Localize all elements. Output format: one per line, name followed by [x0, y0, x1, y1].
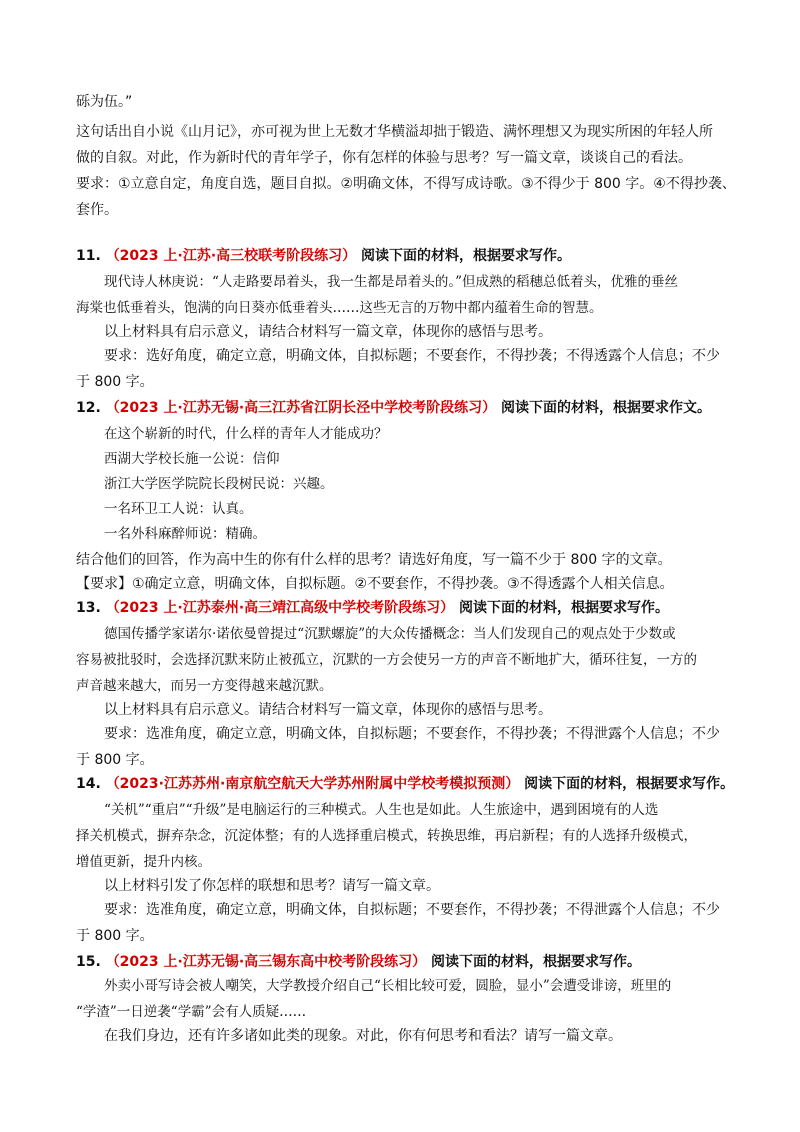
material-line: 一名外科麻醉师说：精确。 — [104, 526, 266, 542]
prompt-line: 以上材料具有启示意义。请结合材料写一篇文章，体现你的感悟与思考。 — [104, 702, 552, 718]
material-line: 外卖小哥写诗会被人嘲笑，大学教授介绍自己“长相比较可爱，圆脸，显小”会遭受诽谤，班里的 — [104, 978, 672, 994]
prompt-line: 以上材料引发了你怎样的联想和思考？请写一篇文章。 — [104, 878, 440, 894]
question-number: 15. — [76, 954, 101, 970]
prompt-line: 以上材料具有启示意义，请结合材料写一篇文章，体现你的感悟与思考。 — [104, 324, 552, 340]
requirement-line: 要求：选准角度，确定立意，明确文体，自拟标题；不要套作，不得抄袭；不得泄露个人信息；不少 — [104, 902, 720, 918]
prompt-line: 结合他们的回答，作为高中生的你有什么样的思考？请选好角度，写一篇不少于 800 字的文章。 — [76, 552, 672, 568]
material-line: 德国传播学家诺尔·诺依曼曾提过“沉默螺旋”的大众传播概念：当人们发现自己的观点处于少数或 — [104, 626, 676, 642]
material-line: “学渣”一日逆袭“学霸”会有人质疑…… — [76, 1004, 307, 1020]
requirement-line: 于 800 字。 — [76, 374, 154, 390]
question-heading-15 — [76, 952, 641, 972]
question-task: 阅读下面的材料，根据要求写作。 — [431, 954, 642, 970]
question-source: （2023 上·江苏无锡·高三锡东高中校考阶段练习） — [105, 954, 427, 970]
material-line: 浙江大学医学院院长段树民说：兴趣。 — [104, 476, 334, 492]
requirement-line: 要求：选好角度，确定立意，明确文体，自拟标题；不要套作，不得抄袭；不得透露个人信息；不少 — [104, 348, 720, 364]
question-number: 14. — [76, 776, 101, 792]
material-line: 声音越来越大，而另一方变得越来越沉默。 — [76, 678, 333, 694]
question-number: 13. — [76, 600, 101, 616]
question-task: 阅读下面的材料，根据要求写作。 — [524, 776, 735, 792]
requirement-line: 【要求】①确定立意，明确文体，自拟标题。②不要套作，不得抄袭。③不得透露个人相关信息。 — [76, 576, 674, 592]
question-source: （2023·江苏苏州·南京航空航天大学苏州附属中学校考模拟预测） — [105, 776, 520, 792]
question-task: 阅读下面的材料，根据要求写作。 — [459, 600, 670, 616]
material-line: 在这个崭新的时代，什么样的青年人才能成功？ — [104, 426, 388, 442]
question-heading-13 — [76, 598, 669, 618]
material-line: 择关机模式，摒弃杂念，沉淀体整；有的人选择重启模式，转换思维，再启新程；有的人选择升级模式， — [76, 828, 697, 844]
material-line: 西湖大学校长施一公说：信仰 — [104, 451, 280, 467]
intro-line: 砾为伍。” — [76, 94, 133, 110]
question-heading-14 — [76, 774, 734, 794]
requirement-line: 于 800 字。 — [76, 752, 154, 768]
intro-line: 要求：①立意自定，角度自选，题目自拟。②明确文体，不得写成诗歌。③不得少于 800 字。④不得抄袭、 — [76, 176, 736, 192]
question-task: 阅读下面的材料，根据要求写作。 — [361, 248, 572, 264]
question-number: 12. — [76, 400, 101, 416]
intro-line: 套作。 — [76, 202, 118, 218]
question-heading-11 — [76, 246, 571, 266]
question-heading-12 — [76, 398, 711, 418]
prompt-line: 在我们身边，还有许多诸如此类的现象。对此，你有何思考和看法？请写一篇文章。 — [104, 1028, 622, 1044]
question-task: 阅读下面的材料，根据要求作文。 — [501, 400, 712, 416]
material-line: “关机”“重启”“升级”是电脑运行的三种模式。人生也是如此。人生旅途中，遇到困境有的人选 — [104, 802, 659, 818]
material-line: 增值更新，提升内核。 — [76, 854, 211, 870]
material-line: 容易被批驳时，会选择沉默来防止被孤立，沉默的一方会使另一方的声音不断地扩大，循环往复，一方的 — [76, 652, 697, 668]
question-source: （2023 上·江苏无锡·高三江苏省江阴长泾中学校考阶段练习） — [105, 400, 497, 416]
requirement-line: 于 800 字。 — [76, 928, 154, 944]
material-line: 一名环卫工人说：认真。 — [104, 501, 253, 517]
question-number: 11. — [76, 248, 101, 264]
intro-line: 做的自叙。对此，作为新时代的青年学子，你有怎样的体验与思考？写一篇文章，谈谈自己的看法。 — [76, 150, 692, 166]
question-source: （2023 上·江苏泰州·高三靖江高级中学校考阶段练习） — [105, 600, 455, 616]
material-line: 海棠也低垂着头，饱满的向日葵亦低垂着头……这些无言的万物中都内蕴着生命的智慧。 — [76, 300, 603, 316]
question-source: （2023 上·江苏·高三校联考阶段练习） — [105, 248, 357, 264]
intro-line: 这句话出自小说《山月记》，亦可视为世上无数才华横溢却拙于锻造、满怀理想又为现实所困的年轻人所 — [76, 124, 713, 140]
material-line: 现代诗人林庚说：“人走路要昂着头，我一生都是昂着头的。”但成熟的稻穗总低着头，优雅的垂丝 — [104, 274, 679, 290]
requirement-line: 要求：选准角度，确定立意，明确文体，自拟标题；不要套作，不得抄袭；不得泄露个人信息；不少 — [104, 726, 720, 742]
